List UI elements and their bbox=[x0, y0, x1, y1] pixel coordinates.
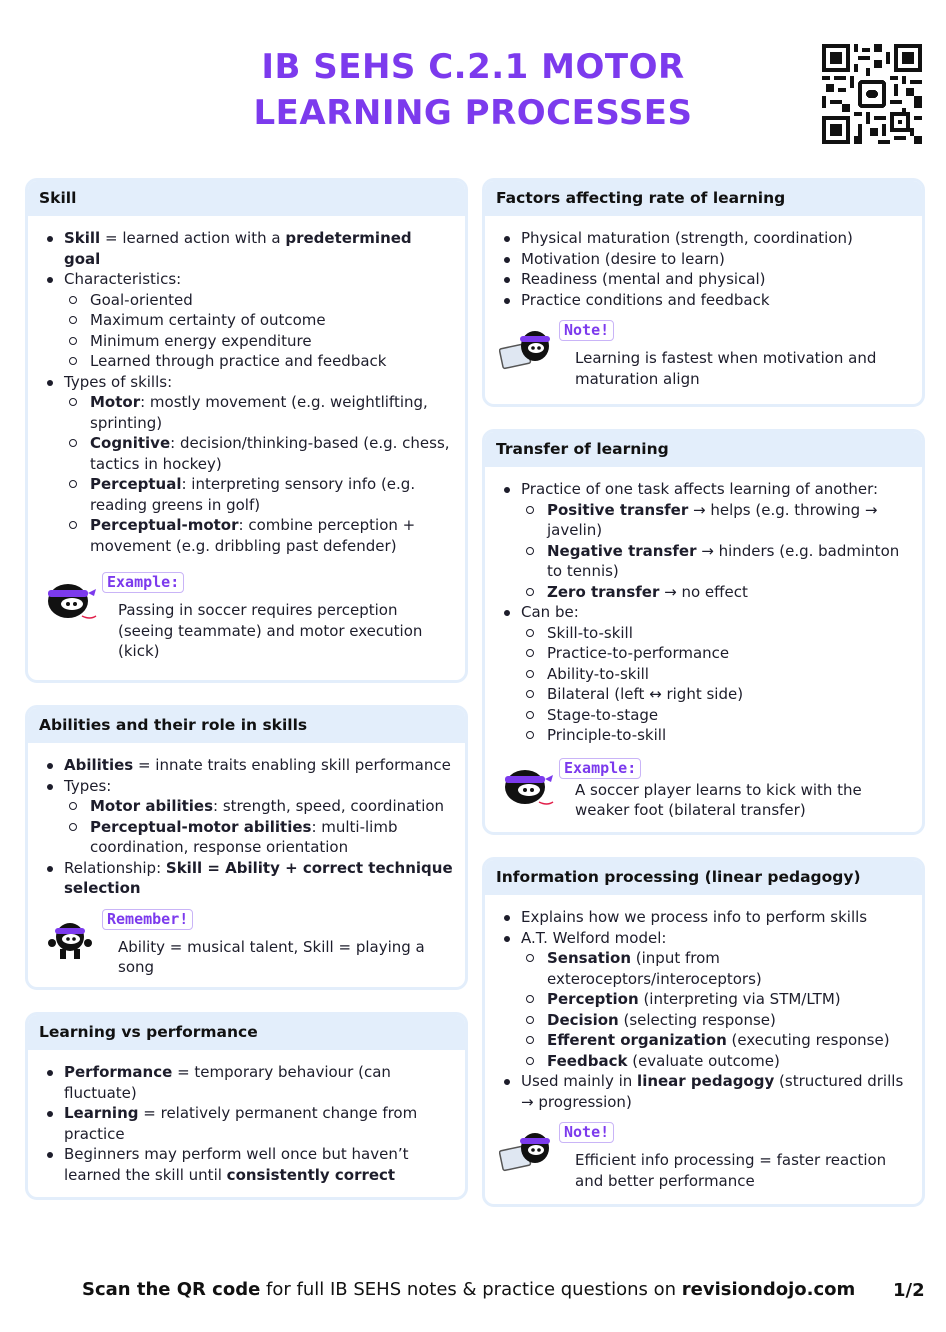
list-item: Minimum energy expenditure bbox=[64, 331, 453, 352]
footer-bold-qr: Scan the QR code bbox=[82, 1279, 261, 1300]
factors-heading: Factors affecting rate of learning bbox=[485, 181, 922, 216]
list-item: Cognitive: decision/thinking-based (e.g. chess, tactics in hockey) bbox=[64, 433, 453, 474]
list-item: Zero transfer → no effect bbox=[521, 582, 910, 603]
list-item: Principle-to-skill bbox=[521, 725, 910, 746]
skill-heading: Skill bbox=[28, 181, 465, 216]
list-item: Motor abilities: strength, speed, coordination bbox=[64, 796, 453, 817]
callout-label: Note! bbox=[559, 1122, 614, 1143]
list-item: Learned through practice and feedback bbox=[64, 351, 453, 372]
list-item: Stage-to-stage bbox=[521, 705, 910, 726]
example-callout bbox=[42, 572, 453, 662]
callout-text: Passing in soccer requires perception (seeing teammate) and motor execution (kick) bbox=[118, 601, 423, 660]
list-item: Performance = temporary behaviour (can fluctuate) bbox=[42, 1062, 453, 1103]
callout-text: A soccer player learns to kick with the weaker foot (bilateral transfer) bbox=[575, 780, 862, 819]
list-item: Skill = learned action with a predetermined goal bbox=[42, 228, 453, 269]
ninja-laptop-icon bbox=[499, 324, 557, 374]
ninja-mascot-icon bbox=[499, 762, 557, 812]
callout-label: Example: bbox=[559, 758, 641, 779]
list-item: A.T. Welford model: Sensation (input from exteroceptors/interoceptors) Perception (interpreting via STM/LTM) Decision (selecting response) Efferent organization (executing response) Feedback (evaluate outcome) bbox=[499, 928, 910, 1072]
list-item: Motivation (desire to learn) bbox=[499, 249, 910, 270]
footer-text: Scan the QR code for full IB SEHS notes & practice questions on revisiondojo.com bbox=[82, 1279, 856, 1300]
list-item: Perception (interpreting via STM/LTM) bbox=[521, 989, 910, 1010]
factors-card bbox=[482, 178, 925, 407]
list-item: Feedback (evaluate outcome) bbox=[521, 1051, 910, 1072]
transfer-heading: Transfer of learning bbox=[485, 432, 922, 467]
list-item: Perceptual-motor: combine perception + movement (e.g. dribbling past defender) bbox=[64, 515, 453, 556]
callout-label: Example: bbox=[102, 572, 184, 593]
list-item: Practice-to-performance bbox=[521, 643, 910, 664]
callout-label: Note! bbox=[559, 320, 614, 341]
callout-label: Remember! bbox=[102, 909, 193, 930]
list-item: Learning = relatively permanent change from practice bbox=[42, 1103, 453, 1144]
list-item: Decision (selecting response) bbox=[521, 1010, 910, 1031]
list-item: Practice conditions and feedback bbox=[499, 290, 910, 311]
title-line-1: IB SEHS C.2.1 MOTOR bbox=[261, 47, 685, 87]
skill-card bbox=[25, 178, 468, 683]
info-processing-heading: Information processing (linear pedagogy) bbox=[485, 860, 922, 895]
list-item: Practice of one task affects learning of another: Positive transfer → helps (e.g. throwing → javelin) Negative transfer → hinders (e.g. badminton to tennis) Zero transfer → no effect bbox=[499, 479, 910, 602]
right-column bbox=[482, 178, 925, 1229]
qr-code[interactable] bbox=[822, 44, 922, 144]
ninja-mascot-icon bbox=[42, 913, 100, 963]
ninja-laptop-icon bbox=[499, 1126, 557, 1176]
list-item: Maximum certainty of outcome bbox=[64, 310, 453, 331]
page-title bbox=[0, 44, 946, 136]
example-callout bbox=[499, 758, 910, 828]
transfer-card bbox=[482, 429, 925, 835]
list-item: Skill-to-skill bbox=[521, 623, 910, 644]
footer-site-link[interactable]: revisiondojo.com bbox=[681, 1279, 856, 1300]
list-item: Characteristics: Goal-oriented Maximum certainty of outcome Minimum energy expenditure Learned through practice and feedback bbox=[42, 269, 453, 372]
list-item: Beginners may perform well once but haven’t learned the skill until consistently correct bbox=[42, 1144, 453, 1185]
callout-text: Ability = musical talent, Skill = playing a song bbox=[118, 937, 425, 976]
list-item: Abilities = innate traits enabling skill performance bbox=[42, 755, 453, 776]
page-number: 1/2 bbox=[893, 1280, 925, 1301]
learning-vs-performance-heading: Learning vs performance bbox=[28, 1015, 465, 1050]
ninja-mascot-icon bbox=[42, 576, 100, 626]
left-column bbox=[25, 178, 468, 1222]
list-item: Readiness (mental and physical) bbox=[499, 269, 910, 290]
list-item: Relationship: Skill = Ability + correct technique selection bbox=[42, 858, 453, 899]
list-item: Positive transfer → helps (e.g. throwing → javelin) bbox=[521, 500, 910, 541]
list-item: Efferent organization (executing response) bbox=[521, 1030, 910, 1051]
list-item: Bilateral (left ↔ right side) bbox=[521, 684, 910, 705]
list-item: Negative transfer → hinders (e.g. badminton to tennis) bbox=[521, 541, 910, 582]
callout-text: Efficient info processing = faster reaction and better performance bbox=[575, 1151, 887, 1190]
list-item: Perceptual: interpreting sensory info (e.g. reading greens in golf) bbox=[64, 474, 453, 515]
list-item: Types of skills: Motor: mostly movement (e.g. weightlifting, sprinting) Cognitive: decision/thinking-based (e.g. chess, tactics in hockey) Perceptual: interpreting sensory info (e.g. reading greens in golf) Perceptual-motor: combine perception + movement (e.g. dribbling past defender) bbox=[42, 372, 453, 557]
list-item: Motor: mostly movement (e.g. weightlifting, sprinting) bbox=[64, 392, 453, 433]
callout-text: Learning is fastest when motivation and maturation align bbox=[575, 349, 877, 388]
note-callout bbox=[499, 320, 910, 390]
list-item: Explains how we process info to perform skills bbox=[499, 907, 910, 928]
list-item: Can be: Skill-to-skill Practice-to-performance Ability-to-skill Bilateral (left ↔ right side) Stage-to-stage Principle-to-skill bbox=[499, 602, 910, 746]
list-item: Used mainly in linear pedagogy (structured drills → progression) bbox=[499, 1071, 910, 1112]
learning-vs-performance-card bbox=[25, 1012, 468, 1200]
list-item: Perceptual-motor abilities: multi-limb coordination, response orientation bbox=[64, 817, 453, 858]
list-item: Goal-oriented bbox=[64, 290, 453, 311]
remember-callout bbox=[42, 909, 453, 979]
title-line-2: LEARNING PROCESSES bbox=[253, 93, 693, 133]
list-item: Types: Motor abilities: strength, speed, coordination Perceptual-motor abilities: multi-limb coordination, response orientation bbox=[42, 776, 453, 858]
list-item: Physical maturation (strength, coordination) bbox=[499, 228, 910, 249]
abilities-card bbox=[25, 705, 468, 990]
info-processing-card bbox=[482, 857, 925, 1207]
list-item: Ability-to-skill bbox=[521, 664, 910, 685]
abilities-heading: Abilities and their role in skills bbox=[28, 708, 465, 743]
list-item: Sensation (input from exteroceptors/interoceptors) bbox=[521, 948, 910, 989]
note-callout bbox=[499, 1122, 910, 1192]
